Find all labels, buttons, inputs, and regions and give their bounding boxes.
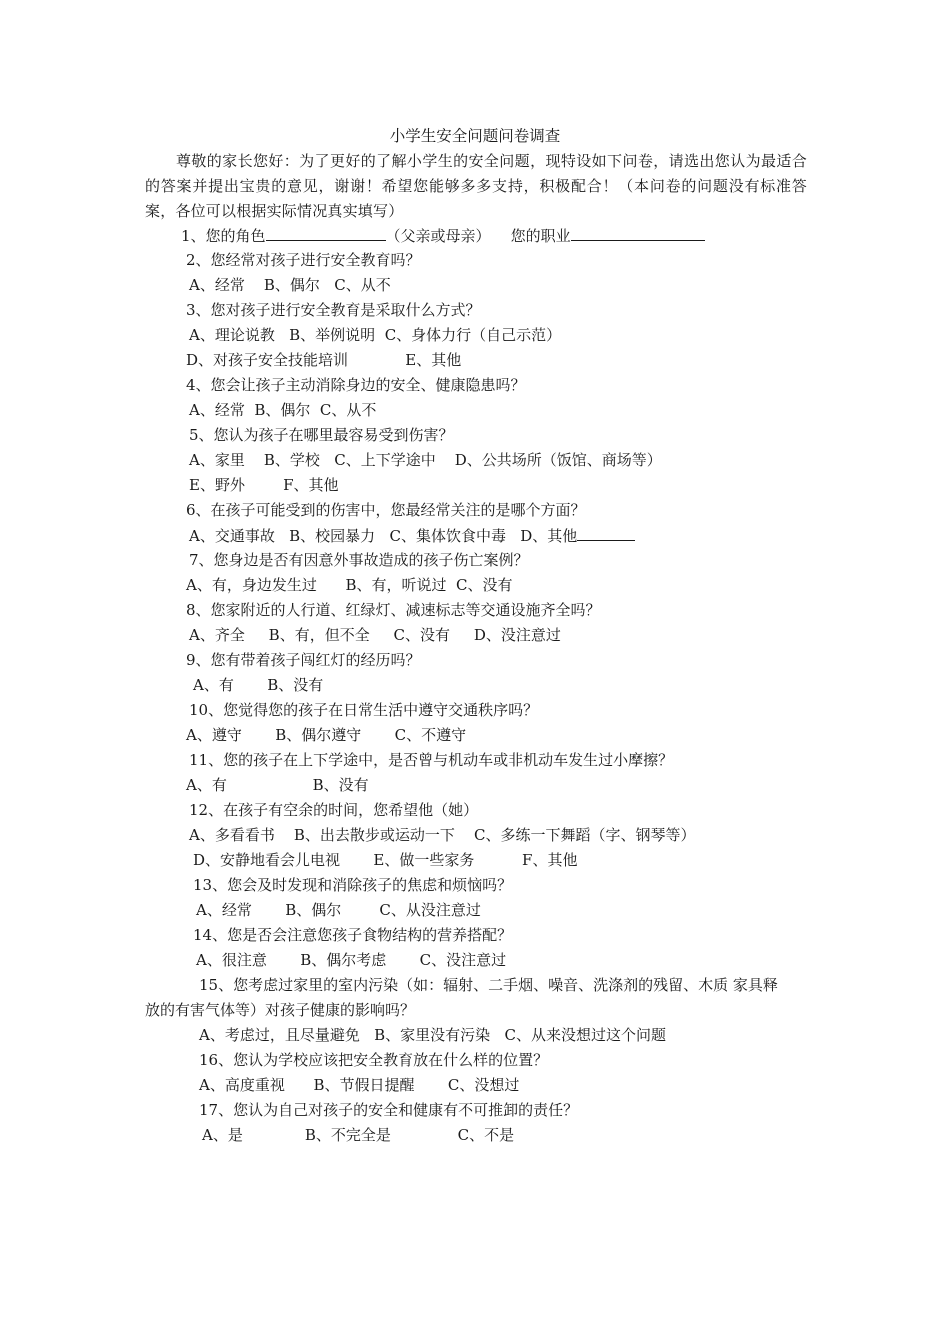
question-3: 3、您对孩子进行安全教育是采取什么方式？	[186, 301, 481, 319]
question-16-options: A、高度重视 B、节假日提醒 C、没想过	[199, 1076, 520, 1094]
question-5-options: A、家里 B、学校 C、上下学途中 D、公共场所（饭馆、商场等）	[189, 451, 662, 469]
other-blank[interactable]	[577, 523, 635, 541]
question-4: 4、您会让孩子主动消除身边的安全、健康隐患吗？	[186, 376, 526, 394]
role-blank[interactable]	[266, 223, 386, 241]
question-12-options: A、多看看书 B、出去散步或运动一下 C、多练一下舞蹈（字、钢琴等）	[189, 826, 696, 844]
question-17: 17、您认为自己对孩子的安全和健康有不可推卸的责任？	[199, 1101, 579, 1119]
question-17-options: A、是 B、不完全是 C、不是	[202, 1126, 515, 1144]
question-6-options-text: A、交通事故 B、校园暴力 C、集体饮食中毒 D、其他	[189, 527, 578, 545]
question-10-options: A、遵守 B、偶尔遵守 C、不遵守	[186, 726, 467, 744]
question-2: 2、您经常对孩子进行安全教育吗？	[186, 251, 421, 269]
question-15-continued: 放的有害气体等）对孩子健康的影响吗？	[145, 1001, 416, 1019]
question-10: 10、您觉得您的孩子在日常生活中遵守交通秩序吗？	[189, 701, 539, 719]
question-12: 12、在孩子有空余的时间，您希望他（她）	[189, 801, 479, 819]
question-13: 13、您会及时发现和消除孩子的焦虑和烦恼吗？	[193, 876, 513, 894]
question-5: 5、您认为孩子在哪里最容易受到伤害？	[189, 426, 454, 444]
page-title: 小学生安全问题问卷调查	[389, 127, 561, 145]
question-9-options: A、有 B、没有	[193, 676, 324, 694]
question-4-options: A、经常 B、偶尔 C、从不	[189, 401, 377, 419]
question-5-options-2: E、野外 F、其他	[189, 476, 339, 494]
q1-job-label: 您的职业	[510, 227, 571, 245]
question-6-options	[189, 523, 635, 548]
question-2-options: A、经常 B、偶尔 C、从不	[189, 276, 391, 294]
question-14: 14、您是否会注意您孩子食物结构的营养搭配？	[193, 926, 513, 944]
question-11: 11、您的孩子在上下学途中，是否曾与机动车或非机动车发生过小摩擦？	[189, 751, 674, 769]
question-14-options: A、很注意 B、偶尔考虑 C、没注意过	[196, 951, 507, 969]
question-3-options-2: D、对孩子安全技能培训 E、其他	[186, 351, 462, 369]
question-16: 16、您认为学校应该把安全教育放在什么样的位置？	[199, 1051, 549, 1069]
question-7: 7、您身边是否有因意外事故造成的孩子伤亡案例？	[189, 551, 529, 569]
question-13-options: A、经常 B、偶尔 C、从没注意过	[196, 901, 481, 919]
question-3-options: A、理论说教 B、举例说明 C、身体力行（自己示范）	[189, 326, 562, 344]
question-6: 6、在孩子可能受到的伤害中，您最经常关注的是哪个方面？	[186, 501, 586, 519]
question-12-options-2: D、安静地看会儿电视 E、做一些家务 F、其他	[193, 851, 578, 869]
question-15-options: A、考虑过，且尽量避免 B、家里没有污染 C、从来没想过这个问题	[199, 1026, 666, 1044]
question-8-options: A、齐全 B、有，但不全 C、没有 D、没注意过	[189, 626, 561, 644]
question-8: 8、您家附近的人行道、红绿灯、减速标志等交通设施齐全吗？	[186, 601, 601, 619]
q1-role-label: 1、您的角色	[181, 227, 266, 245]
question-15: 15、您考虑过家里的室内污染（如：辐射、二手烟、噪音、洗涤剂的残留、木质 家具释	[199, 976, 778, 994]
job-blank[interactable]	[571, 223, 705, 241]
intro-paragraph: 尊敬的家长您好：为了更好的了解小学生的安全问题，现特设如下问卷，请选出您认为最适合的答案并提出宝贵的意见，谢谢！希望您能够多多支持，积极配合！（本问卷的问题没有标准答案，各位可以根据实际情况真实填写）	[145, 152, 807, 220]
question-11-options: A、有 B、没有	[186, 776, 369, 794]
question-1	[181, 223, 705, 248]
question-9: 9、您有带着孩子闯红灯的经历吗？	[186, 651, 421, 669]
question-7-options: A、有，身边发生过 B、有，听说过 C、没有	[186, 576, 513, 594]
q1-role-hint: （父亲或母亲）	[385, 227, 491, 245]
